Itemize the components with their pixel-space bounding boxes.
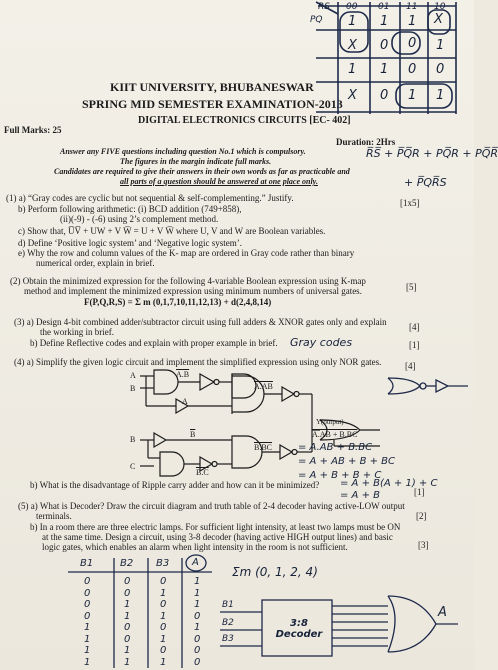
simplify-step: = A + AB + B + BC: [298, 456, 396, 467]
kmap-col-11: 11: [406, 2, 418, 12]
question-5a2: terminals.: [36, 511, 72, 521]
truth-table-cell: 1: [84, 645, 91, 656]
question-2-expr: F(P,Q,R,S) = Σ m (0,1,7,10,11,12,13) + d(2,4,8,14): [84, 297, 272, 307]
truth-table-cell: 0: [84, 610, 91, 622]
wire-label: B.BC: [254, 443, 273, 452]
circuit-input-a: A: [130, 371, 136, 380]
tt-header: A: [192, 557, 199, 568]
marks: [2]: [416, 511, 427, 521]
marks: [5]: [406, 282, 417, 292]
kmap-cell: 1: [436, 38, 445, 53]
question-3b: b) Define Reflective codes and explain with proper example in brief.: [30, 338, 278, 348]
truth-table-cell: 0: [124, 587, 131, 599]
output-expr: A.AB + B.BC: [312, 430, 358, 439]
truth-table-cell: 0: [160, 622, 167, 633]
truth-table-cell: 0: [194, 610, 201, 622]
wire-label: A.AB: [254, 382, 273, 391]
duration: Duration: 2Hrs: [336, 137, 396, 147]
truth-table-cell: 1: [84, 656, 91, 668]
decoder-input-label: B3: [222, 634, 234, 644]
truth-table-cell: 1: [84, 622, 91, 633]
simplify-step: = A + B + B + C: [298, 470, 382, 481]
question-5b3: logic gates, which enables an alarm when light intensity in the room is not sufficient.: [42, 542, 348, 552]
kmap-rs-label: RS: [318, 2, 330, 12]
wire-label: B.C: [196, 468, 209, 477]
kmap-col-01: 01: [378, 2, 390, 12]
question-4a: (4) a) Simplify the given logic circuit and implement the simplified expression using only NOR gates.: [14, 357, 382, 367]
marks: [1]: [414, 487, 425, 497]
truth-table-cell: 1: [160, 610, 167, 622]
question-5b2: at the same time. Design a circuit, using 3-8 decoder (having active HIGH output lines) and basic: [42, 532, 393, 542]
truth-table-cell: 1: [194, 576, 201, 587]
kmap-col-10: 10: [434, 2, 446, 12]
truth-table-cell: 1: [194, 599, 201, 610]
truth-table-cell: 0: [194, 633, 201, 645]
instruction-line: all parts of a question should be answered at one place only.: [120, 177, 318, 186]
minterm-sum: Σm (0, 1, 2, 4): [232, 565, 318, 579]
truth-table-cell: 1: [160, 633, 167, 645]
course-title: DIGITAL ELECTRONICS CIRCUITS [EC- 402]: [138, 115, 351, 126]
simplify-step: = A + B: [340, 490, 380, 501]
question-1c: c) Show that, U̅V̅ + UW + V W̅ = U + V W̅ where U, V and W are Boolean variables.: [18, 226, 326, 236]
question-3a2: the working in brief.: [40, 327, 114, 337]
wire-label: A: [182, 397, 188, 406]
handwritten-answer: + P̅QR̅S: [404, 176, 447, 189]
truth-table-cell: 0: [160, 645, 167, 656]
question-1e2: numerical order, explain in brief.: [36, 258, 155, 268]
kmap-pq-label: PQ: [310, 15, 323, 25]
instruction-line: Answer any FIVE questions including question No.1 which is compulsory.: [60, 147, 306, 156]
wire-label: A.B: [176, 370, 190, 379]
kmap-cell: 1: [380, 62, 389, 77]
marks: [1]: [409, 340, 420, 350]
kmap-cell: X: [348, 38, 357, 53]
kmap-cell: 0: [408, 62, 417, 77]
question-5a: (5) a) What is Decoder? Draw the circuit diagram and truth table of 2-4 decoder having active-LOW output: [18, 501, 405, 511]
kmap-cell: 0: [436, 62, 445, 77]
marks: [3]: [418, 540, 429, 550]
question-2b: method and implement the minimized expression using minimum numbers of universal gates.: [24, 286, 362, 296]
kmap-cell: 1: [408, 14, 417, 29]
truth-table-cell: 1: [194, 587, 201, 599]
truth-table-cell: 1: [124, 645, 131, 656]
truth-table-cell: 0: [124, 622, 131, 633]
truth-table-cell: 1: [194, 622, 201, 633]
kmap-cell: X: [348, 88, 357, 103]
question-4b: b) What is the disadvantage of Ripple carry adder and how can it be minimized?: [30, 480, 320, 490]
truth-table-cell: 1: [84, 633, 91, 645]
marks: [4]: [409, 322, 420, 332]
tt-header: B1: [80, 558, 94, 569]
tt-header: B2: [120, 558, 134, 569]
kmap-cell: 1: [436, 88, 445, 103]
question-1b: b) Perform following arithmetic: (i) BCD addition (749+858),: [18, 204, 242, 214]
truth-table-cell: 1: [124, 610, 131, 622]
question-1a: (1) a) “Gray codes are cyclic but not sequential & self-complementing.” Justify.: [6, 193, 294, 203]
question-2: (2) Obtain the minimized expression for the following 4-variable Boolean expression using K-map: [10, 276, 366, 286]
university-title: KIIT UNIVERSITY, BHUBANESWAR: [110, 80, 314, 94]
simplify-step: = A.AB + B.BC: [298, 442, 373, 453]
truth-table-cell: 0: [124, 576, 131, 587]
truth-table-cell: 1: [124, 656, 131, 668]
simplify-step: = A + B(A + 1) + C: [340, 478, 438, 489]
kmap-cell: 0: [408, 36, 417, 51]
output-label: Y(output): [316, 418, 344, 426]
kmap-cell: 0: [380, 38, 389, 53]
truth-table-cell: 0: [160, 576, 167, 587]
truth-table-cell: 1: [160, 587, 167, 599]
question-1e: e) Why the row and column values of the K- map are ordered in Gray code rather than binary: [18, 248, 355, 258]
kmap-col-00: 00: [346, 2, 358, 12]
truth-table-cell: 0: [84, 599, 91, 610]
circuit-input-b2: B: [130, 435, 136, 444]
kmap-cell: 1: [408, 88, 417, 103]
truth-table-cell: 0: [84, 576, 91, 587]
truth-table-cell: 0: [194, 645, 201, 656]
kmap-cell: 1: [348, 62, 357, 77]
exam-title: SPRING MID SEMESTER EXAMINATION-2013: [82, 97, 343, 111]
question-1d: d) Define ‘Positive logic system’ and ‘Negative logic system’.: [18, 238, 243, 248]
question-1b2: (ii)(-9) - (-6) using 2’s complement method.: [60, 214, 219, 224]
kmap-cell: X: [434, 12, 443, 27]
circuit-input-b: B: [130, 384, 136, 393]
full-marks: Full Marks: 25: [4, 125, 62, 135]
handwritten-answer: R̅S̅ + P̅Q̅R + PQ̅R + PQ̅R̅: [366, 147, 498, 160]
truth-table-cell: 0: [194, 656, 201, 668]
decoder-input-label: B2: [222, 618, 234, 628]
wire-label: $\overline{B}$: [190, 430, 196, 439]
question-3a: (3) a) Design 4-bit combined adder/subtractor circuit using full adders & XNOR gates only and explain: [14, 317, 387, 327]
question-5b: b) In a room there are three electric lamps. For sufficient light intensity, at least two lamps must be ON: [30, 522, 401, 532]
marks: [4]: [405, 361, 416, 371]
kmap-cell: 0: [380, 88, 389, 103]
truth-table-cell: 0: [84, 587, 91, 599]
instruction-line: Candidates are required to give their answers in their own words as far as practicable and: [54, 167, 350, 176]
tt-header: B3: [156, 558, 170, 569]
decoder-label: 3:8 Decoder: [275, 618, 323, 640]
truth-table-cell: 0: [124, 633, 131, 645]
kmap-cell: 1: [348, 14, 357, 29]
circuit-input-c: C: [130, 462, 136, 471]
instruction-line: The figures in the margin indicate full marks.: [120, 157, 272, 166]
handwritten-note: Gray codes: [290, 336, 353, 349]
kmap-cell: 1: [380, 14, 389, 29]
truth-table-cell: 0: [160, 599, 167, 610]
marks: [1x5]: [400, 198, 420, 208]
alarm-output-label: A: [438, 605, 447, 620]
truth-table-cell: 1: [160, 656, 167, 668]
truth-table-cell: 1: [124, 599, 131, 610]
decoder-input-label: B1: [222, 600, 234, 610]
